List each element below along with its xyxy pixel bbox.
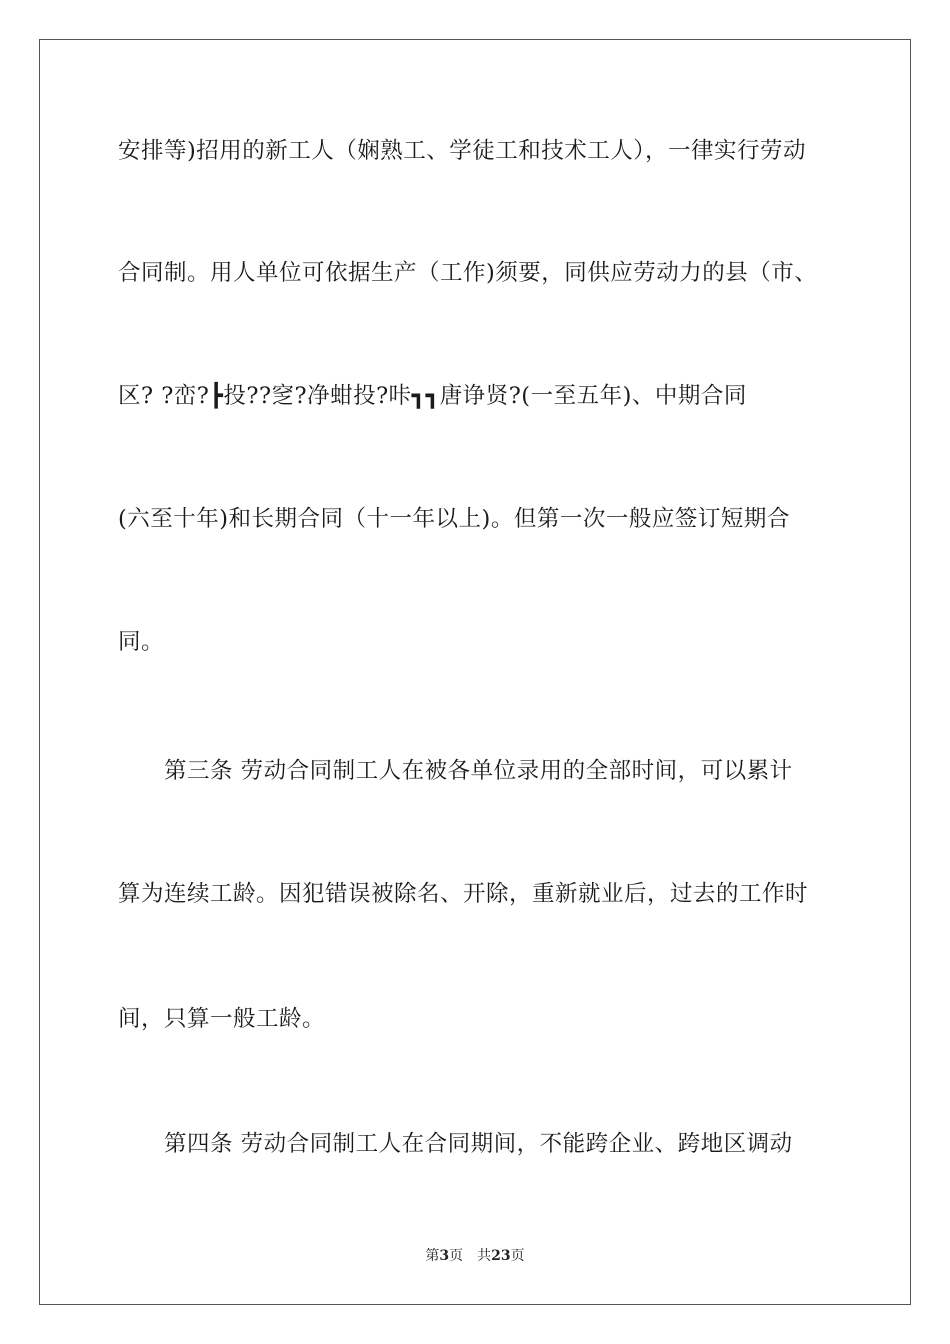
text-line-2: 合同制。用人单位可依据生产（工作)须要，同供应劳动力的县（市、 — [118, 260, 818, 286]
total-pages: 23 — [491, 1248, 511, 1264]
page-suffix: 页 — [449, 1248, 464, 1264]
text-line-3: 区? ?峦?┣投??窆?净蚶投?咔┓┓唐诤贤?(一至五年)、中期合同 — [118, 383, 747, 409]
text-line-8: 间，只算一般工龄。 — [118, 1006, 326, 1032]
text-line-1: 安排等)招用的新工人（娴熟工、学徒工和技术工人），一律实行劳动 — [118, 138, 807, 164]
article-4-first-line: 第四条 劳动合同制工人在合同期间，不能跨企业、跨地区调动 — [164, 1131, 793, 1157]
article-3-first-line: 第三条 劳动合同制工人在被各单位录用的全部时间，可以累计 — [164, 758, 793, 784]
total-suffix: 页 — [510, 1248, 525, 1264]
page-prefix: 第 — [425, 1248, 440, 1264]
total-prefix: 共 — [477, 1248, 492, 1264]
page-footer — [0, 1247, 950, 1265]
text-line-4: (六至十年)和长期合同（十一年以上)。但第一次一般应签订短期合 — [118, 506, 790, 532]
text-line-5: 同。 — [118, 629, 165, 655]
page-border — [39, 39, 911, 1305]
text-line-7: 算为连续工龄。因犯错误被除名、开除，重新就业后，过去的工作时 — [118, 881, 809, 907]
page-number: 3 — [439, 1248, 450, 1264]
